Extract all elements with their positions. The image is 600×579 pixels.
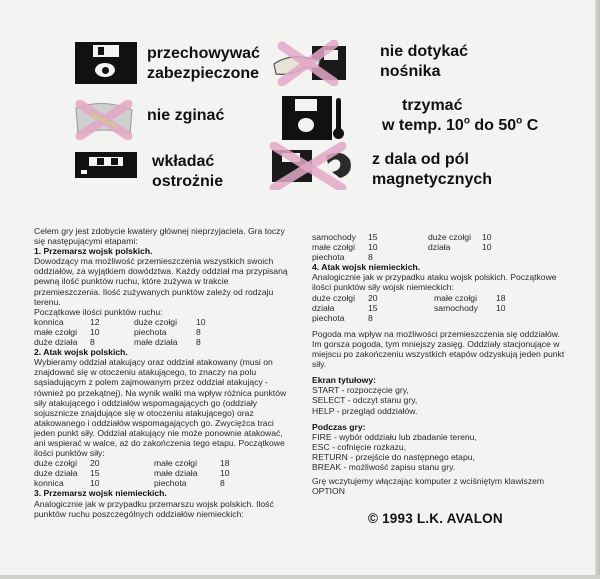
care-insert-line1: wkładać (152, 153, 215, 170)
copyright: © 1993 L.K. AVALON (368, 511, 503, 526)
temp-prefix: w temp. 10 (382, 117, 464, 134)
table-cell: małe czołgi (34, 326, 77, 337)
table-cell: małe czołgi (312, 242, 355, 253)
table-cell (434, 313, 492, 323)
bent-disk-crossed-icon (70, 100, 138, 140)
page-edge-shadow (595, 0, 600, 579)
care-no-bend: nie zginać (147, 107, 225, 124)
care-magnetic-line2: magnetycznych (372, 171, 493, 188)
table-cell: małe czołgi (154, 458, 197, 469)
during-game-heading: Podczas gry: (312, 421, 366, 432)
care-store-safe-line1: przechowywać (147, 45, 260, 62)
table-cell: duże czołgi (134, 316, 177, 327)
table-cell: konnica (34, 478, 64, 489)
table-cell: samochody (312, 232, 356, 242)
load-instructions: Grę wczytujemy włączając komputer z wciśniętym klawiszem OPTION (312, 476, 545, 497)
section-4-title: 4. Atak wojsk niemieckich. (312, 262, 421, 273)
instructions-right-column (312, 232, 570, 496)
care-magnetic-line1: z dala od pól (372, 151, 469, 168)
table-cell (496, 313, 516, 323)
table-cell: duże czołgi (312, 292, 355, 303)
table-cell: 8 (196, 337, 201, 348)
table-cell: działa (428, 242, 451, 253)
table-cell (428, 252, 478, 262)
table-cell: 18 (220, 458, 230, 469)
table-cell: małe działa (154, 468, 198, 479)
table-cell: 15 (368, 232, 378, 242)
temp-degree-1: o (463, 115, 470, 127)
title-screen-heading: Ekran tytułowy: (312, 375, 376, 386)
key-esc: ESC - cofnięcie rozkazu, (312, 441, 407, 452)
strength-points-table (34, 458, 296, 488)
table-cell: piechota (312, 312, 345, 323)
section-1-body: Dowodzący ma możliwość przemieszczenia wszystkich swoich oddziałów, za wyjątkiem dowództwa. Każdy oddział ma przypisaną pewną ilość punktów ruchu, które zużywa w trakcie przemieszczenia. Ilość zużywanych punktów zależy od rodzaju terenu. (34, 256, 288, 307)
care-insert-carefully (152, 152, 223, 192)
table-cell: 12 (90, 316, 100, 327)
table-cell: 10 (482, 242, 492, 253)
table-cell: 10 (482, 232, 492, 242)
instructions-left-column (34, 226, 296, 519)
table-cell: 10 (196, 316, 206, 327)
german-strength-table (312, 293, 570, 323)
table-cell (482, 252, 502, 262)
table-cell: 8 (196, 326, 201, 337)
section-2-title: 2. Atak wojsk polskich. (34, 347, 128, 358)
care-no-touch-line2: nośnika (380, 63, 441, 80)
page-bottom-edge (0, 575, 600, 579)
key-break: BREAK - możliwość zapisu stanu gry. (312, 461, 456, 472)
temp-degree-2: o (516, 115, 523, 127)
disk-thermometer-icon (282, 96, 344, 140)
key-select: SELECT - odczyt stanu gry, (312, 395, 418, 406)
key-help: HELP - przegląd oddziałów. (312, 405, 418, 416)
table-cell: piechota (134, 326, 167, 337)
table-cell: duże czołgi (428, 232, 471, 242)
table-cell: 8 (368, 312, 373, 323)
table-cell: 15 (368, 302, 378, 313)
table-cell: 10 (90, 326, 100, 337)
temp-mid: do 50 (469, 117, 517, 134)
table-cell: piechota (154, 478, 187, 489)
movement-points-table (34, 317, 296, 347)
table-cell: 18 (496, 292, 506, 303)
section-1-lead: Początkowe ilości punktów ruchu: (34, 306, 163, 317)
care-store-safe (147, 44, 260, 84)
table-cell: 10 (368, 242, 378, 253)
table-cell: duże czołgi (34, 458, 77, 469)
weather-text: Pogoda ma wpływ na możliwości przemieszczenia się oddziałów. Im gorsza pogoda, tym mniejszy zasięg. Oddziały stacjonujące w miejscu po zakończeniu wszystkich etapów odzyskują jeden punkt siły. (312, 328, 565, 370)
table-cell: 8 (220, 478, 225, 489)
section-2-body: Wybieramy oddział atakujący oraz oddział atakowany (musi on znajdować się w otoczeniu atakującego, to znaczy na polu sąsiadującym z polem zajmowanym przez oddział atakujący - również po przekątnej). Na wynik walki ma wpływ różnica punktów siły atakującego i oddziałów wspomagających go (oddziały sojusznicze znajdujące się w otoczeniu atakującego) oraz atakowanego i oddziałów wspomagających go. Zwyciężca traci jeden punkt siły. Oddział atakujący nie może ponownie atakować, ani wspierać w walce, aż do zakończenia tego etapu. Początkowe ilości punktów siły: (34, 357, 287, 459)
care-no-touch-line1: nie dotykać (380, 43, 469, 60)
disk-insert-icon (75, 152, 137, 178)
german-movement-table (312, 232, 570, 262)
table-cell: piechota (312, 252, 345, 263)
table-cell: 15 (90, 468, 100, 479)
table-cell: 10 (496, 302, 506, 313)
table-cell: 8 (368, 252, 373, 263)
table-cell: 20 (90, 458, 100, 469)
temp-suffix: C (522, 117, 539, 134)
floppy-disk-icon (75, 42, 137, 84)
table-cell: małe czołgi (434, 292, 477, 303)
table-cell: 10 (220, 468, 230, 479)
care-store-safe-line2: zabezpieczone (147, 65, 260, 82)
care-temp-line1: trzymać (402, 97, 463, 114)
care-magnetic (372, 150, 492, 190)
table-cell: 10 (90, 478, 100, 489)
key-fire: FIRE - wybór oddziału lub zbadanie terenu, (312, 431, 477, 442)
section-3-body: Analogicznie jak w przypadku przemarszu wojsk polskich. Ilość punktów ruchu poszczególnych oddziałów niemieckich: (34, 498, 274, 519)
care-no-touch (380, 42, 468, 82)
table-cell: 8 (90, 337, 95, 348)
care-temperature (382, 96, 538, 136)
hand-touch-crossed-icon (268, 40, 352, 86)
table-cell: działa (312, 302, 335, 313)
section-3-title: 3. Przemarsz wojsk niemieckich. (34, 488, 167, 499)
intro-text: Celem gry jest zdobycie kwatery głównej nieprzyjaciela. Gra toczy się następującymi etapami: (34, 226, 285, 247)
table-cell: konnica (34, 316, 64, 327)
section-4-body: Analogicznie jak w przypadku ataku wojsk polskich. Początkowe ilości punktów siły wojsk niemieckich: (312, 272, 557, 293)
table-cell: 20 (368, 292, 378, 303)
table-cell: samochody (434, 302, 478, 313)
table-cell: duże działa (34, 468, 78, 479)
care-insert-line2: ostrożnie (152, 173, 224, 190)
key-start: START - rozpoczęcie gry, (312, 385, 409, 396)
section-1-title: 1. Przemarsz wojsk polskich. (34, 246, 153, 257)
key-return: RETURN - przejście do następnego etapu, (312, 451, 475, 462)
care-temp-line2 (382, 116, 538, 136)
magnet-crossed-icon (266, 142, 356, 190)
table-cell: małe działa (134, 337, 178, 348)
table-cell: duże działa (34, 337, 78, 348)
